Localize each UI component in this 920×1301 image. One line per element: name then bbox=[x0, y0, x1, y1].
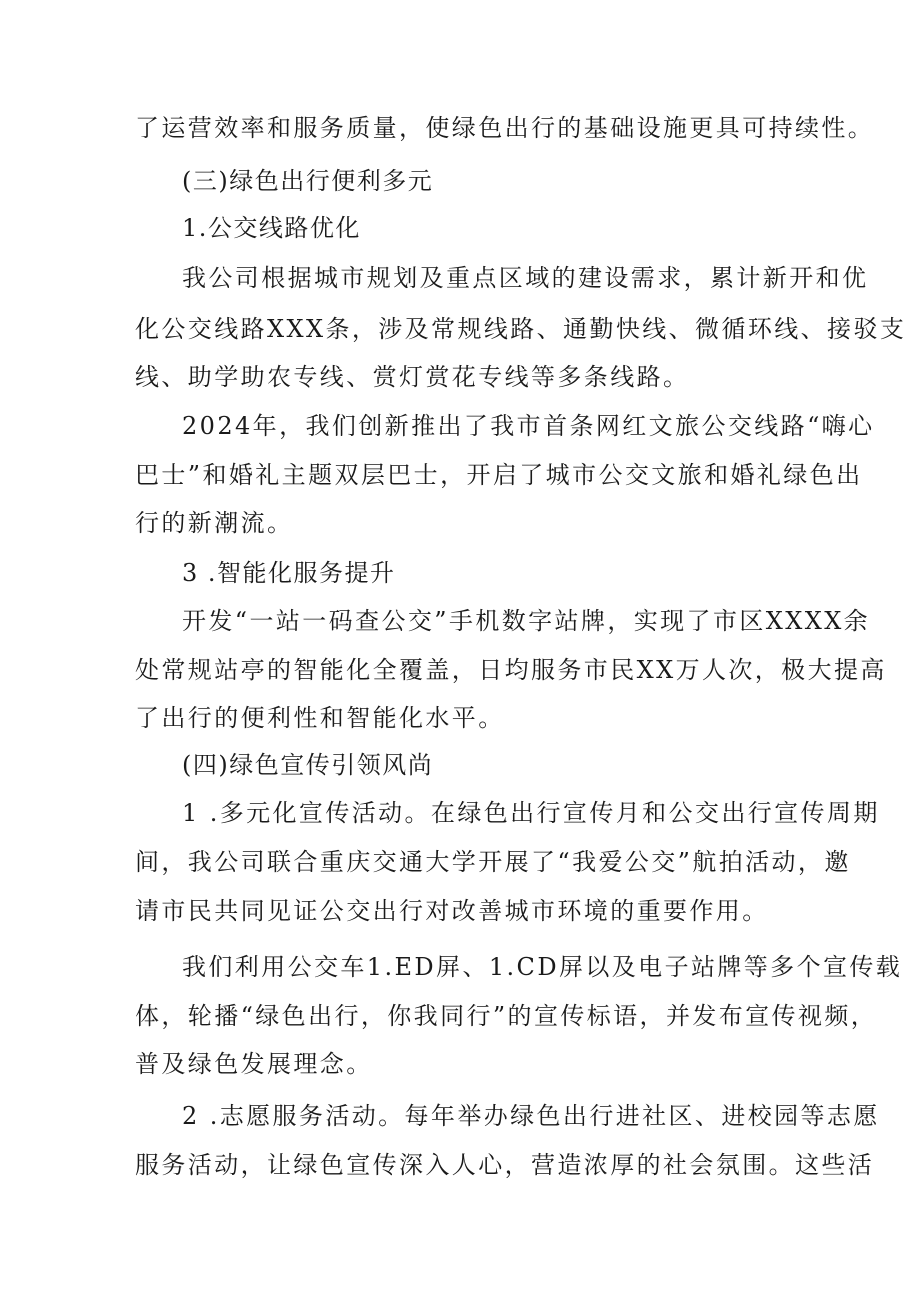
paragraph-line: 了运营效率和服务质量，使绿色出行的基础设施更具可持续性。 bbox=[135, 114, 875, 142]
paragraph-line: 处常规站亭的智能化全覆盖，日均服务市民XX万人次，极大提高 bbox=[135, 656, 887, 684]
paragraph-line: 线、助学助农专线、赏灯赏花专线等多条线路。 bbox=[135, 363, 690, 391]
paragraph-line: 服务活动，让绿色宣传深入人心，营造浓厚的社会氛围。这些活 bbox=[135, 1151, 875, 1179]
paragraph-line: 体，轮播“绿色出行，你我同行”的宣传标语，并发布宣传视频， bbox=[135, 1002, 878, 1030]
paragraph-line: 普及绿色发展理念。 bbox=[135, 1050, 373, 1078]
subsection-heading: 1.公交线路优化 bbox=[182, 214, 361, 242]
paragraph-line: 我公司根据城市规划及重点区域的建设需求，累计新开和优 bbox=[182, 264, 869, 292]
paragraph-line: 2 .志愿服务活动。每年举办绿色出行进社区、进校园等志愿 bbox=[182, 1102, 880, 1130]
paragraph-line: 1 .多元化宣传活动。在绿色出行宣传月和公交出行宣传周期 bbox=[182, 799, 880, 827]
section-heading-3: (三)绿色出行便利多元 bbox=[182, 167, 434, 195]
paragraph-line: 间，我公司联合重庆交通大学开展了“我爱公交”航拍活动，邀 bbox=[135, 848, 851, 876]
paragraph-line: 请市民共同见证公交出行对改善城市环境的重要作用。 bbox=[135, 897, 769, 925]
paragraph-line: 行的新潮流。 bbox=[135, 509, 294, 537]
paragraph-line: 2024年，我们创新推出了我市首条网红文旅公交线路“嗨心 bbox=[182, 412, 875, 440]
paragraph-line: 了出行的便利性和智能化水平。 bbox=[135, 704, 505, 732]
subsection-heading: 3 .智能化服务提升 bbox=[182, 559, 396, 587]
paragraph-line: 开发“一站一码查公交”手机数字站牌，实现了市区XXXX余 bbox=[182, 607, 871, 635]
paragraph-line: 我们利用公交车1.ED屏、1.CD屏以及电子站牌等多个宣传载 bbox=[182, 953, 903, 981]
section-heading-4: (四)绿色宣传引领风尚 bbox=[182, 751, 434, 779]
paragraph-line: 巴士”和婚礼主题双层巴士，开启了城市公交文旅和婚礼绿色出 bbox=[135, 461, 863, 489]
paragraph-line: 化公交线路XXX条，涉及常规线路、通勤快线、微循环线、接驳支 bbox=[135, 315, 907, 343]
